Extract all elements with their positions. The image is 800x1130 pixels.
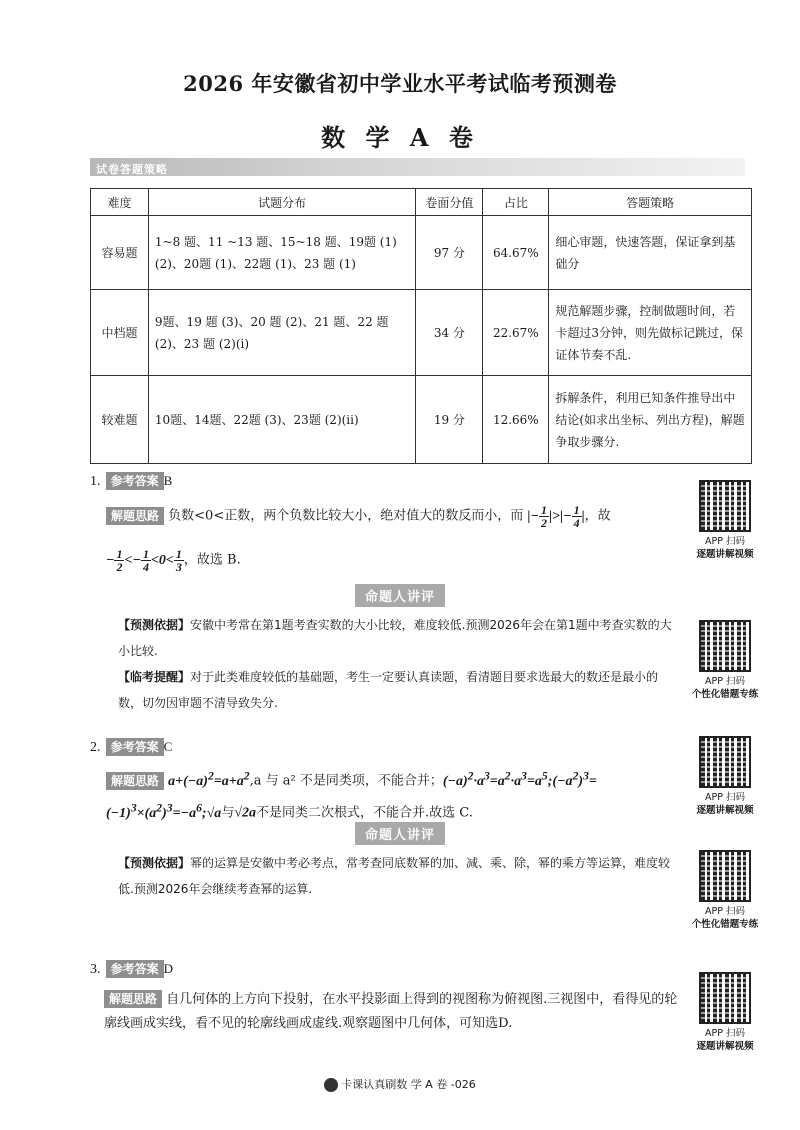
question-1-solution-line2: − $\frac{1}{2}$ <− $\frac{1}{4}$ <0< $\frac{1}{3}$ ，故选 B. xyxy=(106,547,241,574)
ratio-cell: 22.67% xyxy=(483,290,549,376)
qr-caption: 逐题讲解视频 xyxy=(696,549,754,560)
comment-bar: 命题人讲评 xyxy=(355,584,445,607)
solution-tag: 解题思路 xyxy=(106,507,164,525)
footer-logo-icon xyxy=(324,1078,338,1092)
qr-code-icon[interactable] xyxy=(699,480,751,532)
column-header: 难度 xyxy=(91,189,149,216)
basis-label: 【预测依据】 xyxy=(118,856,191,870)
answer-tag: 参考答案 xyxy=(106,472,164,490)
question-number: 1. xyxy=(90,474,101,489)
question-2-solution-line2: $(-1)^3\times(a^2)^3=-a^6;√a$与√2a不是同类二次根式，不能合并.故选 C. xyxy=(106,801,473,821)
qr-caption: 个性化错题专练 xyxy=(691,919,759,930)
difficulty-cell: 容易题 xyxy=(91,216,149,290)
qr-code-icon[interactable] xyxy=(699,972,751,1024)
exam-subtitle: 数 学 A 卷 xyxy=(321,123,479,152)
footer-text: 卡课认真刷数 学 A 卷 -026 xyxy=(341,1078,476,1091)
question-1-answer-line xyxy=(90,470,172,490)
question-1-solution: 解题思路 负数<0<正数，两个负数比较大小，绝对值大的数反而小，而 |− $\frac{1}{2}$ |>|− $\frac{1}{4}$ |，故 xyxy=(106,504,676,529)
qr-code-block[interactable] xyxy=(680,736,770,817)
strategy-cell: 细心审题，快速答题，保证拿到基础分 xyxy=(549,216,752,290)
solution-tag: 解题思路 xyxy=(104,990,162,1008)
ratio-cell: 64.67% xyxy=(483,216,549,290)
distribution-cell: 1~8 题、11 ~13 题、15~18 题、19题 (1) (2)、20题 (1)、22题 (1)、23 题 (1) xyxy=(148,216,416,290)
table-header-row xyxy=(91,189,752,216)
column-header: 试题分布 xyxy=(148,189,416,216)
difficulty-cell: 较难题 xyxy=(91,376,149,464)
question-1-reminder xyxy=(118,664,678,716)
qr-caption: 逐题讲解视频 xyxy=(696,1041,754,1052)
basis-text: 幂的运算是安徽中考必考点，常考查同底数幂的加、减、乘、除，幂的乘方等运算，难度较低.预测2026年会继续考查幂的运算. xyxy=(118,856,671,896)
qr-caption: APP 扫码 xyxy=(705,536,745,547)
answer-tag: 参考答案 xyxy=(106,960,164,978)
qr-code-icon[interactable] xyxy=(699,736,751,788)
qr-caption: APP 扫码 xyxy=(705,676,745,687)
solution-tag: 解题思路 xyxy=(106,772,164,790)
section-banner-label: 试卷答题策略 xyxy=(96,163,168,176)
column-header: 占比 xyxy=(483,189,549,216)
solution-text-a: 与 a² 不是同类项，不能合并； xyxy=(265,773,443,789)
question-3-answer-line xyxy=(90,958,173,978)
solution-text-b: 与 xyxy=(221,805,235,821)
qr-code-block[interactable] xyxy=(680,480,770,561)
solution-text: 负数<0<正数，两个负数比较大小，绝对值大的数反而小，而 xyxy=(168,508,524,524)
strategy-cell: 拆解条件，利用已知条件推导出中结论(如求出坐标、列出方程)，解题争取步骤分. xyxy=(549,376,752,464)
distribution-cell: 9题、19 题 (3)、20 题 (2)、21 题、22 题 (2)、23 题 (2)(i) xyxy=(148,290,416,376)
qr-code-block[interactable] xyxy=(680,850,770,931)
question-1-basis xyxy=(118,612,678,664)
solution-text-c: 不是同类二次根式，不能合并.故选 C. xyxy=(255,805,473,821)
strategy-cell: 规范解题步骤，控制做题时间，若卡超过3分钟，则先做标记跳过，保证体节奏不乱. xyxy=(549,290,752,376)
qr-caption: APP 扫码 xyxy=(705,1028,745,1039)
answer-value: B xyxy=(163,473,173,488)
answer-tag: 参考答案 xyxy=(106,738,164,756)
qr-code-block[interactable] xyxy=(680,972,770,1053)
comment-bar: 命题人讲评 xyxy=(355,822,445,845)
difficulty-cell: 中档题 xyxy=(91,290,149,376)
qr-caption: 个性化错题专练 xyxy=(691,689,759,700)
score-cell: 34 分 xyxy=(416,290,483,376)
qr-code-block[interactable] xyxy=(680,620,770,701)
page-footer xyxy=(0,1076,800,1092)
question-2-solution: 解题思路 $a+(-a)^2=a+a^2,a$ 与 a² 不是同类项，不能合并；$(-a)^2\cdot a^3=a^2\cdot a^3=a^5;(-a^2)^3=$ xyxy=(106,764,696,794)
question-2-basis xyxy=(118,850,678,902)
solution-text: 自几何体的上方向下投射，在水平投影面上得到的视图称为俯视图.三视图中，看得见的轮廓线画成实线，看不见的轮廓线画成虚线.观察题图中几何体，可知选D. xyxy=(104,992,678,1031)
solution-tail: ，故选 B. xyxy=(183,552,241,568)
table-row xyxy=(91,376,752,464)
distribution-cell: 10题、14题、22题 (3)、23题 (2)(ii) xyxy=(148,376,416,464)
basis-text: 安徽中考常在第1题考查实数的大小比较，难度较低.预测2026年会在第1题中考查实数的大小比较. xyxy=(118,618,672,658)
strategy-table xyxy=(90,188,752,464)
ratio-cell: 12.66% xyxy=(483,376,549,464)
question-number: 2. xyxy=(90,740,101,755)
qr-code-icon[interactable] xyxy=(699,850,751,902)
qr-caption: APP 扫码 xyxy=(705,906,745,917)
question-number: 3. xyxy=(90,962,101,977)
column-header: 答题策略 xyxy=(549,189,752,216)
qr-caption: 逐题讲解视频 xyxy=(696,805,754,816)
comment-bar-2-wrap xyxy=(0,822,800,845)
qr-code-icon[interactable] xyxy=(699,620,751,672)
column-header: 卷面分值 xyxy=(416,189,483,216)
score-cell: 97 分 xyxy=(416,216,483,290)
reminder-text: 对于此类难度较低的基础题，考生一定要认真读题，看清题目要求选最大的数还是最小的数，切勿因审题不清导致失分. xyxy=(118,670,659,710)
answer-value: D xyxy=(163,961,173,976)
reminder-label: 【临考提醒】 xyxy=(118,670,191,684)
comment-bar-1-wrap xyxy=(0,584,800,607)
question-3-solution xyxy=(104,988,679,1036)
section-banner xyxy=(90,158,745,176)
score-cell: 19 分 xyxy=(416,376,483,464)
question-2-answer-line xyxy=(90,736,172,756)
qr-caption: APP 扫码 xyxy=(705,792,745,803)
table-row xyxy=(91,290,752,376)
page-title: 2026 年安徽省初中学业水平考试临考预测卷 xyxy=(183,71,617,96)
table-row xyxy=(91,216,752,290)
basis-label: 【预测依据】 xyxy=(118,618,191,632)
answer-value: C xyxy=(163,739,173,754)
